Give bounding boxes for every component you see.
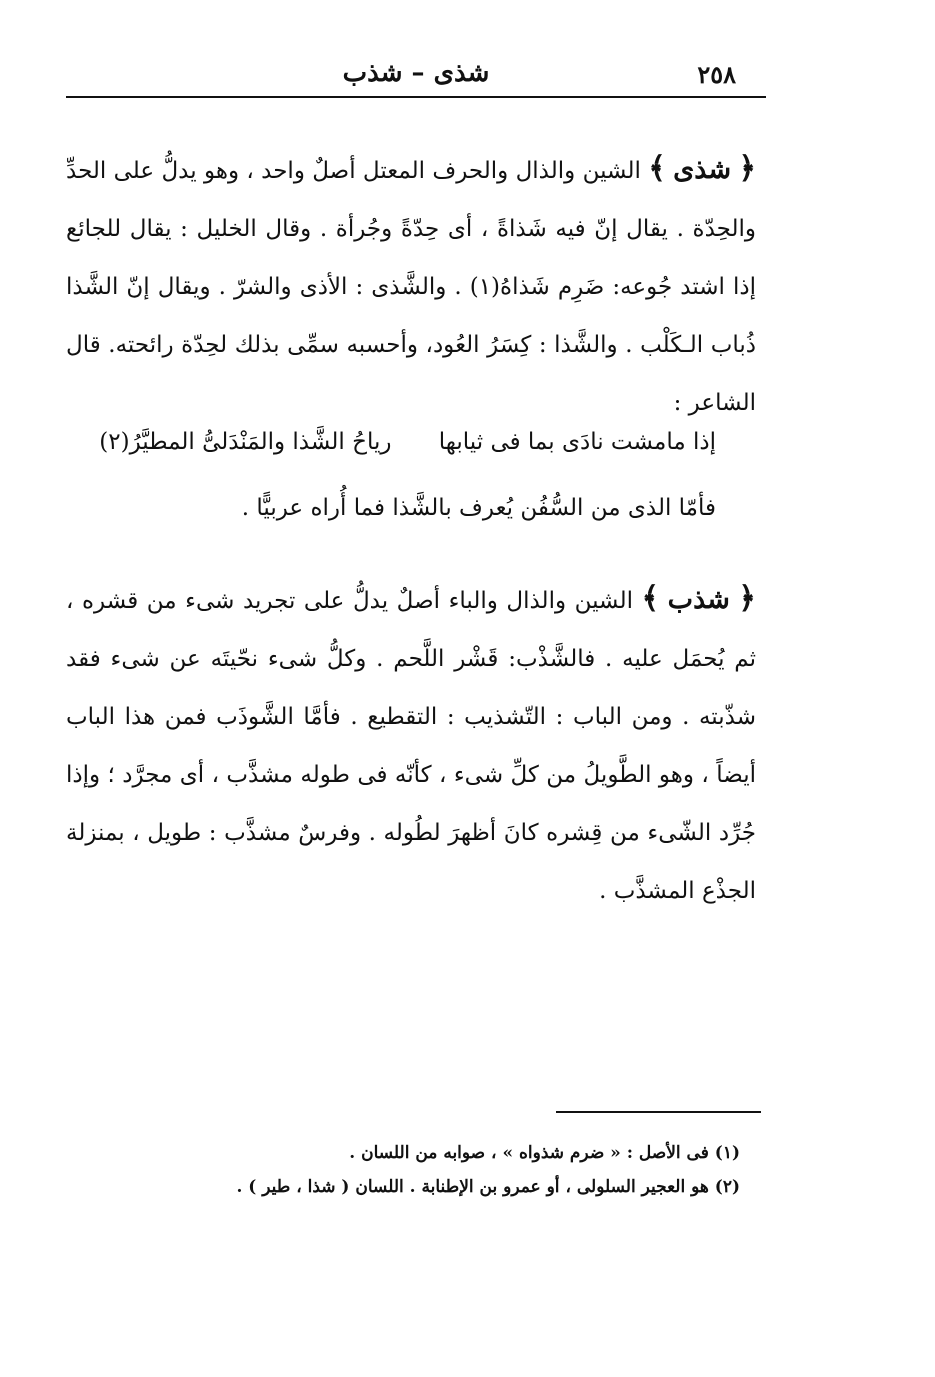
headword-shadhab: شذب xyxy=(667,584,730,615)
poem-hemistich-1: إذا مامشت نادَى بما فى ثيابها xyxy=(438,429,716,455)
entry-shadhab xyxy=(66,570,756,920)
closing-text: فأمّا الذى من السُّفُن يُعرف بالشَّذا فما أُراه عربيًّا . xyxy=(241,495,716,521)
headword-close-bracket: ﴾ xyxy=(648,151,666,186)
page-number: ٢٥٨ xyxy=(697,60,736,89)
entry-shadha-text: الشين والذال والحرف المعتل أصلٌ واحد ، وهو يدلُّ على الحدِّ والحِدّة . يقال إنّ فيه شَذاةً ، أى حِدّةً وجُرأة . وقال الخليل : يقال للجائع إذا اشتد جُوعه: ضَرِم شَذاهُ(١) . والشَّذى : الأذى والشرّ . ويقال إنّ الشَّذا ذُباب الـكَلْب . والشَّذا : كِسَرُ العُود، وأحسبه سمِّى بذلك لحِدّة رائحته. قال الشاعر : xyxy=(66,158,756,416)
headword-open-bracket: ﴿ xyxy=(738,151,757,186)
closing-sentence xyxy=(66,478,756,538)
footnote-rule xyxy=(556,1111,761,1113)
footnote-1: (١) فى الأصل : « ضرم شذواه » ، صوابه من اللسان . xyxy=(349,1143,740,1163)
headword-open-bracket: ﴿ xyxy=(738,581,756,616)
poem-hemistich-2: رياحُ الشَّذا والمَنْدَلىُّ المطيَّرُ(٢) xyxy=(99,429,392,455)
footnote-2: (٢) هو العجير السلولى ، أو عمرو بن الإطنابة . اللسان ( شذا ، طير ) . xyxy=(236,1177,740,1197)
header-rule xyxy=(66,96,766,98)
entry-shadhab-text: الشين والذال والباء أصلٌ يدلُّ على تجريد شىء من قشره ، ثم يُحمَل عليه . فالشَّذْب: قَشْر اللَّحم . وكلُّ شىء نحّيتَه عن شىء فقد شذّبته . ومن الباب : التّشذيب : التقطيع . فأمَّا الشَّوذَب فمن هذا الباب أيضاً ، وهو الطَّويلُ من كلِّ شىء ، كأنّه فى طوله مشذَّب ، أى مجرَّد ؛ وإذا جُرِّد الشّىء من قِشره كانَ أظهرَ لطُوله . وفرسٌ مشذَّب : طويل ، بمنزلة الجذْع المشذَّب . xyxy=(66,588,756,904)
footnotes xyxy=(200,1136,740,1204)
entry-shadha xyxy=(66,140,756,432)
headword-close-bracket: ﴾ xyxy=(641,581,660,616)
running-title: شذى – شذب xyxy=(342,58,490,88)
page-header xyxy=(66,52,766,98)
poem-verse xyxy=(66,412,756,472)
headword-shadha: شذى xyxy=(673,154,732,185)
